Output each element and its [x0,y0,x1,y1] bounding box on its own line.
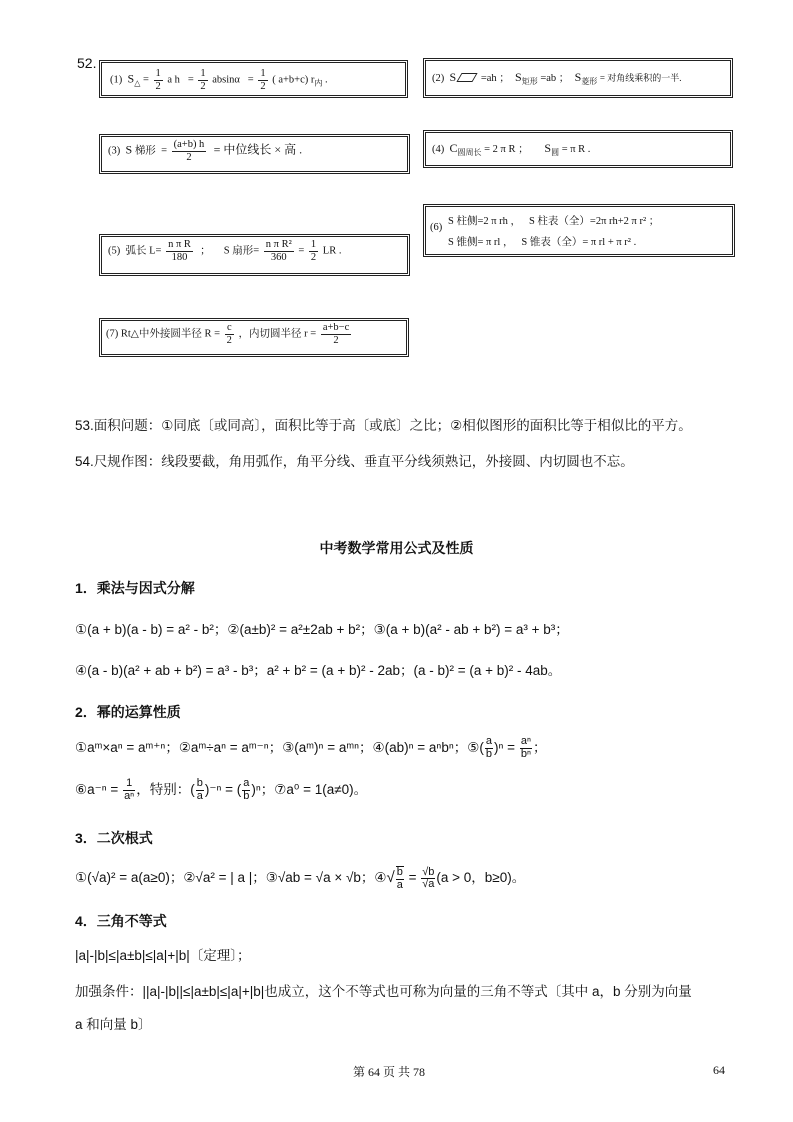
box1-frac-3 [258,68,267,92]
radical-icon: √ [386,869,395,887]
box3-index: (3) [108,145,121,157]
frac-den: 180 [171,251,188,263]
frac-den: 2 [200,80,206,92]
box1-triangle: △ [134,78,141,88]
box1-eq2: = [187,74,194,86]
box1-perimeter: ( a+b+c) r [272,74,315,86]
box3-s: S [125,142,133,157]
formula-2a-mid: )ⁿ = [494,740,516,755]
frac-num: n π R [168,239,191,250]
frac-an-bn [520,736,532,760]
item-53-text: 53.面积问题：①同底〔或同高〕，面积比等于高〔或底〕之比；②相似图形的面积比等于相似比的平方。 [75,418,692,433]
frac-a-b [485,736,493,760]
formula-2a [75,736,546,760]
formula-2b-c: )⁻ⁿ = ( [204,782,242,797]
parallelogram-icon [457,73,478,82]
formula-3-4: (a > 0，b≥0)。 [436,870,526,886]
formula-box-3 [101,136,408,172]
box2-s: S [449,70,457,84]
frac-den: b [485,747,493,760]
box2-ab: =ab ； [540,73,570,84]
frac-den: bⁿ [520,747,531,760]
box2-s3: S [574,70,582,84]
formula-box-4 [425,132,731,166]
frac-num: 1 [310,239,317,250]
formula-box-1 [101,62,406,96]
formula-box-2 [425,60,731,96]
box5-index: (5) [108,245,121,257]
item-54-text: 54.尺规作图：线段要截，角用弧作，角平分线、垂直平分线须熟记，外接圆、内切圆也不忘。 [75,454,634,469]
frac-den: 360 [270,251,287,263]
frac-num: b [196,777,203,790]
formula-1a: ①(a + b)(a - b) = a² - b²；②(a±b)² = a²±2ab + b²；③(a + b)(a² - ab + b²) = a³ + b³； [75,622,569,637]
frac-num: (a+b) h [173,139,205,150]
item-52-number: 52. [77,55,97,71]
page-footer: 第 64 页 共 78 [353,1065,426,1079]
frac-den: 2 [226,334,232,346]
formula-2b-a: ⑥a⁻ⁿ = [75,782,119,797]
box1-dot: . [324,74,328,86]
formula-3-2: √a² = | a |；③ [195,870,278,886]
frac-num: a [485,735,493,748]
box1-frac-2 [198,68,207,92]
formula-2b-b: ，特别：( [136,782,195,797]
box1-frac-1 [154,68,163,92]
box3-frac [172,139,207,163]
frac-num: 1 [123,778,135,791]
box1-eq: = [142,74,149,86]
formula-3: ①(√a)² = a(a≥0)；②√a² = | a |；③√ab = √a × √b；④√ $\frac{b}{a}$ = $\frac{√b}{√a}$ (a > 0，b≥0)。 [75,865,526,891]
box5-semi: ； [200,245,211,257]
box2-ah: =ah ； [480,73,510,84]
inequality-vectors: a 和向量 b〕 [75,1017,152,1032]
formula-2a-end: ； [532,740,547,755]
frac-num: 1 [155,68,161,79]
box5-lr: LR . [322,245,342,257]
box5-frac-3 [309,239,318,263]
frac-num: n π R² [265,239,292,250]
box4-index: (4) [432,144,445,155]
box5-frac-2 [264,239,294,263]
frac-num: c [225,322,234,335]
box6-cone-total: S 锥表（全）= π rl + π r² . [521,237,637,248]
box4-circumference: 圆周长 [457,148,482,158]
formula-2b-e: )ⁿ；⑦a⁰ = 1(a≠0)。 [251,782,368,797]
box1-absin: absinα [212,74,240,86]
frac-den: 2 [260,80,266,92]
frac-den: aⁿ [124,789,135,802]
frac-num: a [243,777,250,790]
box4-s: S [544,141,552,155]
frac-b-a [196,778,204,802]
inequality-strengthened: 加强条件：||a|-|b||≤|a±b|≤|a|+|b|也成立，这个不等式也可称为向量的三角不等式〔其中 a，b 分别为向量 [75,984,692,999]
box4-2pir: = 2 π R ； [484,144,529,155]
frac-den: 2 [155,80,161,92]
frac-sqrtb-sqrta [421,867,435,891]
formula-box-7 [101,320,407,355]
box7-frac-2 [321,322,351,346]
box2-index: (2) [432,73,445,84]
box6-cone-lateral: S 锥侧= π rl ， [448,237,514,248]
heading-triangle-inequality: 4．三角不等式 [75,913,167,929]
box5-sector: S 扇形= [223,245,260,257]
page-number: 64 [713,1063,725,1077]
box1-eq3: = [247,74,254,86]
frac-num: aⁿ [520,735,531,748]
frac-den: 2 [333,334,339,346]
formula-2b [75,778,367,802]
frac-den: a [196,789,203,802]
frac-den: 2 [310,251,317,263]
formula-box-5 [101,236,408,274]
frac-den: √a [422,878,435,891]
heading-multiplication: 1．乘法与因式分解 [75,580,195,596]
box3-trapezoid: 梯形 [134,145,156,157]
box3-eq: = [161,145,167,157]
heading-powers: 2．幂的运算性质 [75,704,181,720]
box4-c: C [449,141,458,155]
box4-circle: 圆 [551,148,560,158]
formula-3-3: √ab = √a × √b；④ [277,870,387,886]
formula-box-6 [425,206,733,255]
box1-index: (1) [110,74,123,86]
box7-frac-1 [225,322,234,346]
frac-num: b [396,866,403,878]
formula-1b: ④(a - b)(a² + ab + b²) = a³ - b³；a² + b² = (a + b)² - 2ab；(a - b)² = (a + b)² - 4ab。 [75,663,562,678]
frac-b-a-sqrt [396,866,404,891]
frac-num: 1 [260,68,266,79]
box2-rect: 矩形 [521,77,538,87]
box2-diag: = 对角线乘积的一半. [599,73,682,83]
box1-inner: 内 [314,78,323,88]
box2-rhombus: 菱形 [581,77,598,87]
box3-midline: = 中位线长 × 高 . [213,142,303,157]
box6-cyl-lateral: S 柱侧=2 π rh ， [448,216,522,227]
frac-den: b [243,789,250,802]
box5-frac-1 [166,239,193,263]
frac-1-an [123,778,135,802]
box6-index: (6) [430,222,443,233]
box5-eq: = [298,245,305,257]
box2-s2: S [515,70,522,84]
box5-arc: 弧长 L= [125,245,162,257]
formula-2a-text: ①aᵐ×aⁿ = aᵐ⁺ⁿ；②aᵐ÷aⁿ = aᵐ⁻ⁿ；③(aᵐ)ⁿ = aᵐⁿ；④(ab)ⁿ = aⁿbⁿ；⑤( [75,740,484,755]
inequality-theorem: |a|-|b|≤|a±b|≤|a|+|b|〔定理〕； [75,948,251,963]
frac-den: a [396,878,403,891]
box6-cyl-total: S 柱表（全）=2π rh+2 π r² ； [528,216,660,227]
frac-den: 2 [186,151,192,163]
frac-num: 1 [200,68,206,79]
box7-inradius: ，内切圆半径 r = [238,328,317,340]
frac-a-b-2 [242,778,250,802]
formula-3-1: ①(√a)² = a(a≥0)；② [75,870,196,886]
section-title: 中考数学常用公式及性质 [319,540,474,556]
frac-num: √b [422,865,435,878]
frac-num: a+b−c [322,322,350,333]
heading-radicals: 3．二次根式 [75,830,153,846]
box1-ah: a h [167,74,180,86]
box4-pir: = π R . [561,144,591,155]
box7-circumradius: (7) Rt△中外接圆半径 R = [106,328,221,340]
box1-s: S [127,71,135,86]
